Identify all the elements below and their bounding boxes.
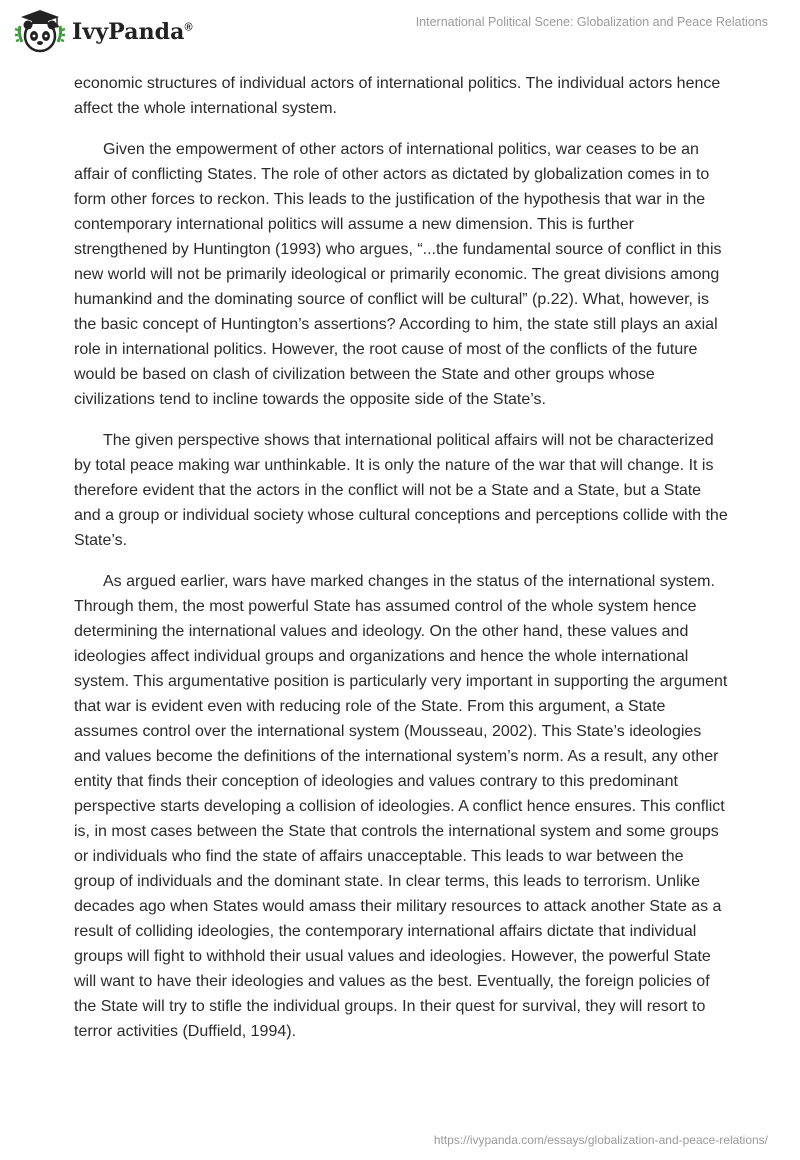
paragraph: As argued earlier, wars have marked changes in the status of the international system. Through them, the most powerful State has assumed control of the whole system hence determining the international values and ideology. On the other hand, these values and ideologies affect individual groups and organizations and hence the whole international system. This argumentative position is particularly very important in supporting the argument that war is evident even with reducing role of the State. From this argument, a State assumes control over the international system (Mousseau, 2002). This State’s ideologies and values become the definitions of the international system’s norm. As a result, any other entity that finds their conception of ideologies and values contrary to this predominant perspective starts developing a collision of ideologies. A conflict hence ensures. This conflict is, in most cases between the State that controls the international system and some groups or individuals who find the state of affairs unacceptable. This leads to war between the group of individuals and the dominant state. In clear terms, this leads to terrorism. Unlike decades ago when States would amass their military resources to attack another State as a result of colliding ideologies, the contemporary international affairs dictate that individual groups will fight to withhold their usual values and ideologies. However, the powerful State will want to have their ideologies and values as the best. Eventually, the foreign policies of the State will try to stifle the individual groups. In their quest for survival, they will resort to terror activities (Duffield, 1994). [74, 573, 728, 1040]
registered-mark: ® [184, 21, 193, 34]
paragraph-continued: economic structures of individual actors of international politics. The individual actors hence affect the whole international system. [74, 75, 721, 117]
brand-name: IvyPanda® [72, 19, 193, 45]
panda-graduation-cap-icon [14, 8, 66, 56]
paragraph: The given perspective shows that international political affairs will not be characterized by total peace making war unthinkable. It is only the nature of the war that will change. It is therefore evident that the actors in the conflict will not be a State and a State, but a State and a group or individual society whose cultural conceptions and perceptions collide with the State’s. [74, 432, 728, 549]
footer-source-url[interactable]: https://ivypanda.com/essays/globalization-and-peace-relations/ [433, 1133, 768, 1147]
page-header [0, 0, 800, 64]
essay-body [74, 71, 728, 1060]
paragraph: Given the empowerment of other actors of international politics, war ceases to be an affair of conflicting States. The role of other actors as dictated by globalization comes in to form other forces to reckon. This leads to the justification of the hypothesis that war in the contemporary international politics will assume a new dimension. This is further strengthened by Huntington (1993) who argues, “...the fundamental source of conflict in this new world will not be primarily ideological or primarily economic. The great divisions among humankind and the dominating source of conflict will be cultural” (p.22). What, however, is the basic concept of Huntington’s assertions? According to him, the state still plays an axial role in international politics. However, the root cause of most of the conflicts of the future would be based on clash of civilization between the State and other groups whose civilizations tend to incline towards the opposite side of the State’s. [74, 141, 722, 408]
document-title: International Political Scene: Globalization and Peace Relations [415, 15, 768, 29]
ivypanda-logo[interactable] [14, 8, 193, 56]
